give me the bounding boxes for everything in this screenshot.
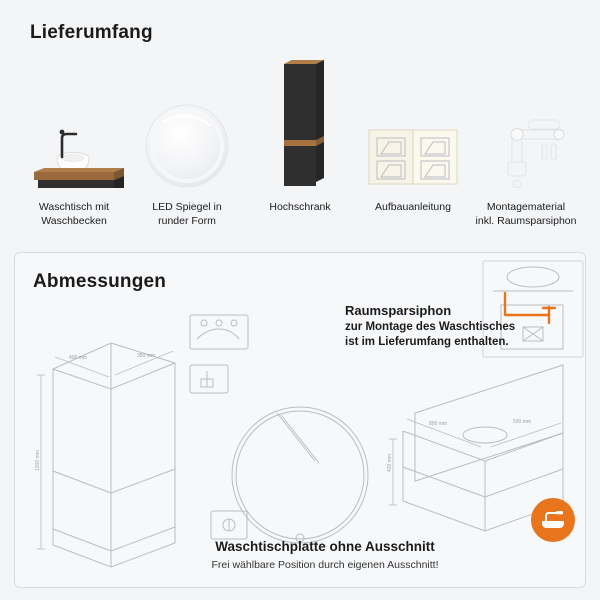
scope-item-label: Waschtisch mit Waschbecken	[38, 201, 110, 227]
siphon-note	[345, 303, 525, 350]
round-led-mirror-icon	[133, 58, 241, 188]
siphon-note-line2: ist im Lieferumfang enthalten.	[345, 336, 509, 348]
scope-items-list	[18, 58, 582, 228]
scope-of-delivery-section	[0, 0, 600, 250]
washstand-height-label: 420 mm	[387, 453, 393, 472]
cabinet-depth-label: 350 mm	[137, 353, 156, 359]
siphon-note-line1: zur Montage des Waschtisches	[345, 321, 516, 333]
scope-item-mounting-material	[470, 58, 582, 228]
scope-title: Lieferumfang	[30, 22, 153, 43]
washstand-with-basin-icon	[20, 58, 128, 188]
scope-item-label: Hochschrank	[269, 201, 331, 213]
cabinet-height-label: 1200 mm	[35, 450, 41, 471]
cutout-note-subline: Frei wählbare Position durch eigenen Ausschnitt!	[211, 559, 439, 571]
assembly-manual-icon	[359, 58, 467, 188]
cutout-note	[75, 539, 575, 571]
scope-item-label: Aufbauanleitung	[375, 201, 451, 213]
cabinet-width-label: 400 mm	[69, 355, 88, 361]
scope-item-tall-cabinet	[244, 58, 356, 214]
washstand-badge-icon	[531, 498, 575, 542]
dimensions-section	[14, 252, 586, 588]
washstand-depth-label: 500 mm	[513, 419, 532, 425]
scope-item-label: LED Spiegel in runder Form	[152, 201, 222, 227]
scope-item-label: Montagematerial inkl. Raumsparsiphon	[475, 201, 577, 227]
washstand-width-label: 800 mm	[429, 421, 448, 427]
scope-item-washstand	[18, 58, 130, 228]
scope-item-manual	[357, 58, 469, 214]
siphon-note-headline: Raumsparsiphon	[345, 303, 452, 318]
cutout-note-headline: Waschtischplatte ohne Ausschnitt	[215, 539, 435, 554]
mounting-material-siphon-icon	[472, 58, 580, 188]
dimensions-title: Abmessungen	[33, 271, 167, 292]
tall-cabinet-icon	[246, 58, 354, 188]
scope-item-mirror	[131, 58, 243, 228]
